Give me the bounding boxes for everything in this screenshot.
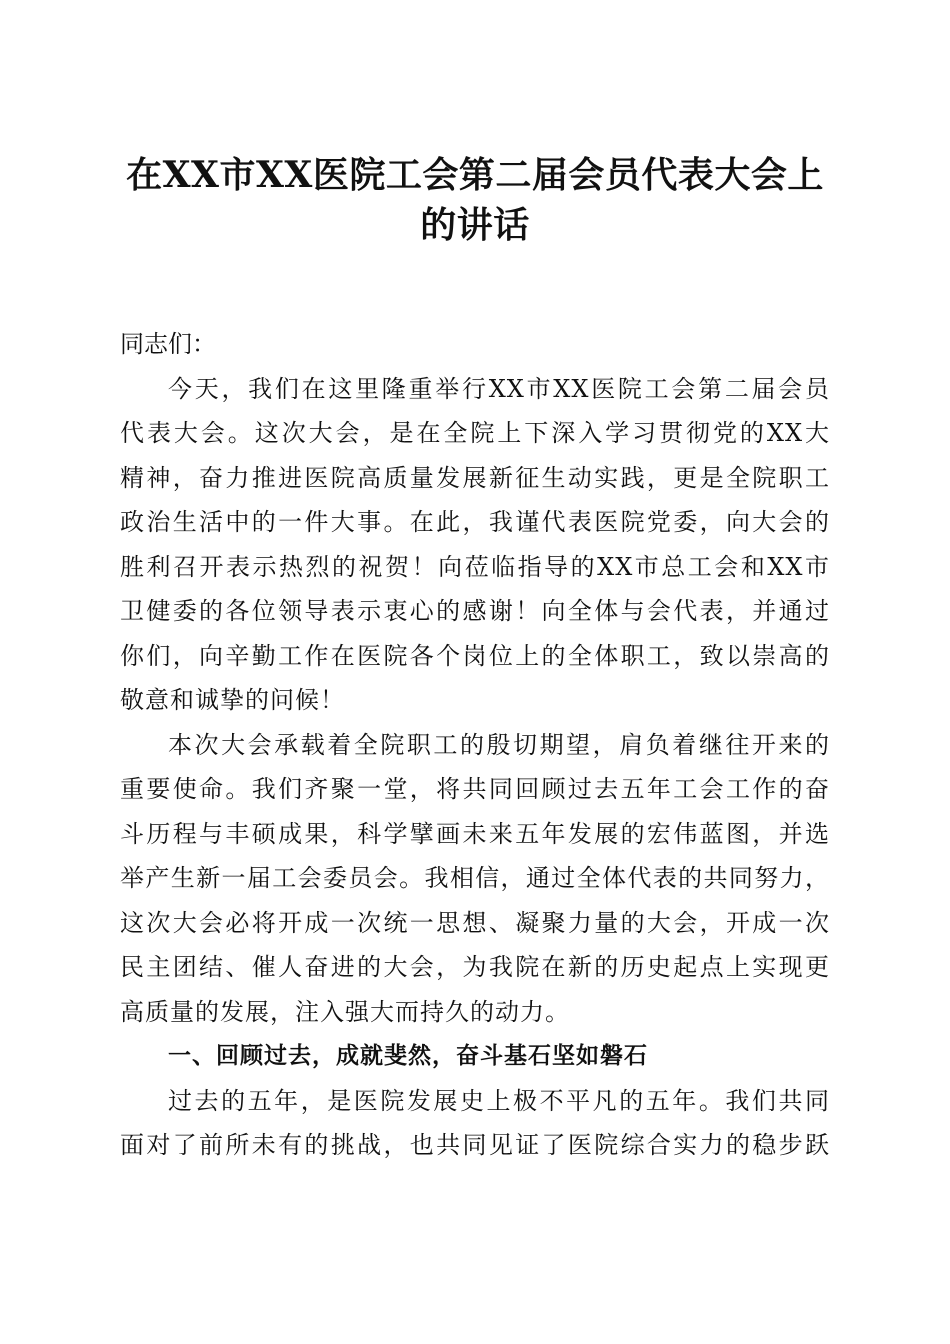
- text-line: 胜利召开表示热烈的祝贺！向莅临指导的XX市总工会和XX市: [120, 552, 830, 581]
- paragraph-review: [120, 1079, 830, 1168]
- text-line: 今天，我们在这里隆重举行XX市XX医院工会第二届会员: [168, 374, 830, 403]
- text-line: 精神，奋力推进医院高质量发展新征生动实践，更是全院职工: [120, 463, 830, 492]
- title-line: 在XX市XX医院工会第二届会员代表大会上: [126, 154, 824, 196]
- text-line: 政治生活中的一件大事。在此，我谨代表医院党委，向大会的: [120, 508, 830, 536]
- text-line: 你们，向辛勤工作在医院各个岗位上的全体职工，致以崇高的: [120, 641, 830, 670]
- text-line: 敬意和诚挚的问候！: [120, 686, 345, 714]
- text-line: 面对了前所未有的挑战，也共同见证了医院综合实力的稳步跃: [120, 1131, 830, 1159]
- text-line: 斗历程与丰硕成果，科学擘画未来五年发展的宏伟蓝图，并选: [120, 819, 830, 848]
- text-line: 卫健委的各位领导表示衷心的感谢！向全体与会代表，并通过: [120, 597, 830, 625]
- text-line: 高质量的发展，注入强大而持久的动力。: [120, 997, 570, 1026]
- salutation: 同志们：: [120, 330, 216, 358]
- document-body: [120, 322, 830, 1168]
- text-line: 过去的五年，是医院发展史上极不平凡的五年。我们共同: [168, 1086, 830, 1115]
- section-heading: 一、回顾过去，成就斐然，奋斗基石坚如磐石: [168, 1043, 648, 1069]
- text-line: 重要使命。我们齐聚一堂，将共同回顾过去五年工会工作的奋: [120, 775, 830, 803]
- text-line: 这次大会必将开成一次统一思想、凝聚力量的大会，开成一次: [120, 908, 830, 937]
- title-line: 的讲话: [420, 204, 530, 246]
- text-line: 本次大会承载着全院职工的殷切期望，肩负着继往开来的: [168, 730, 830, 759]
- text-line: 民主团结、催人奋进的大会，为我院在新的历史起点上实现更: [120, 953, 830, 981]
- paragraph-mission: [120, 723, 830, 1035]
- text-line: 举产生新一届工会委员会。我相信，通过全体代表的共同努力，: [120, 864, 830, 892]
- document-title: [110, 150, 840, 250]
- text-line: 代表大会。这次大会，是在全院上下深入学习贯彻党的XX大: [120, 419, 830, 447]
- paragraph-opening: [120, 367, 830, 723]
